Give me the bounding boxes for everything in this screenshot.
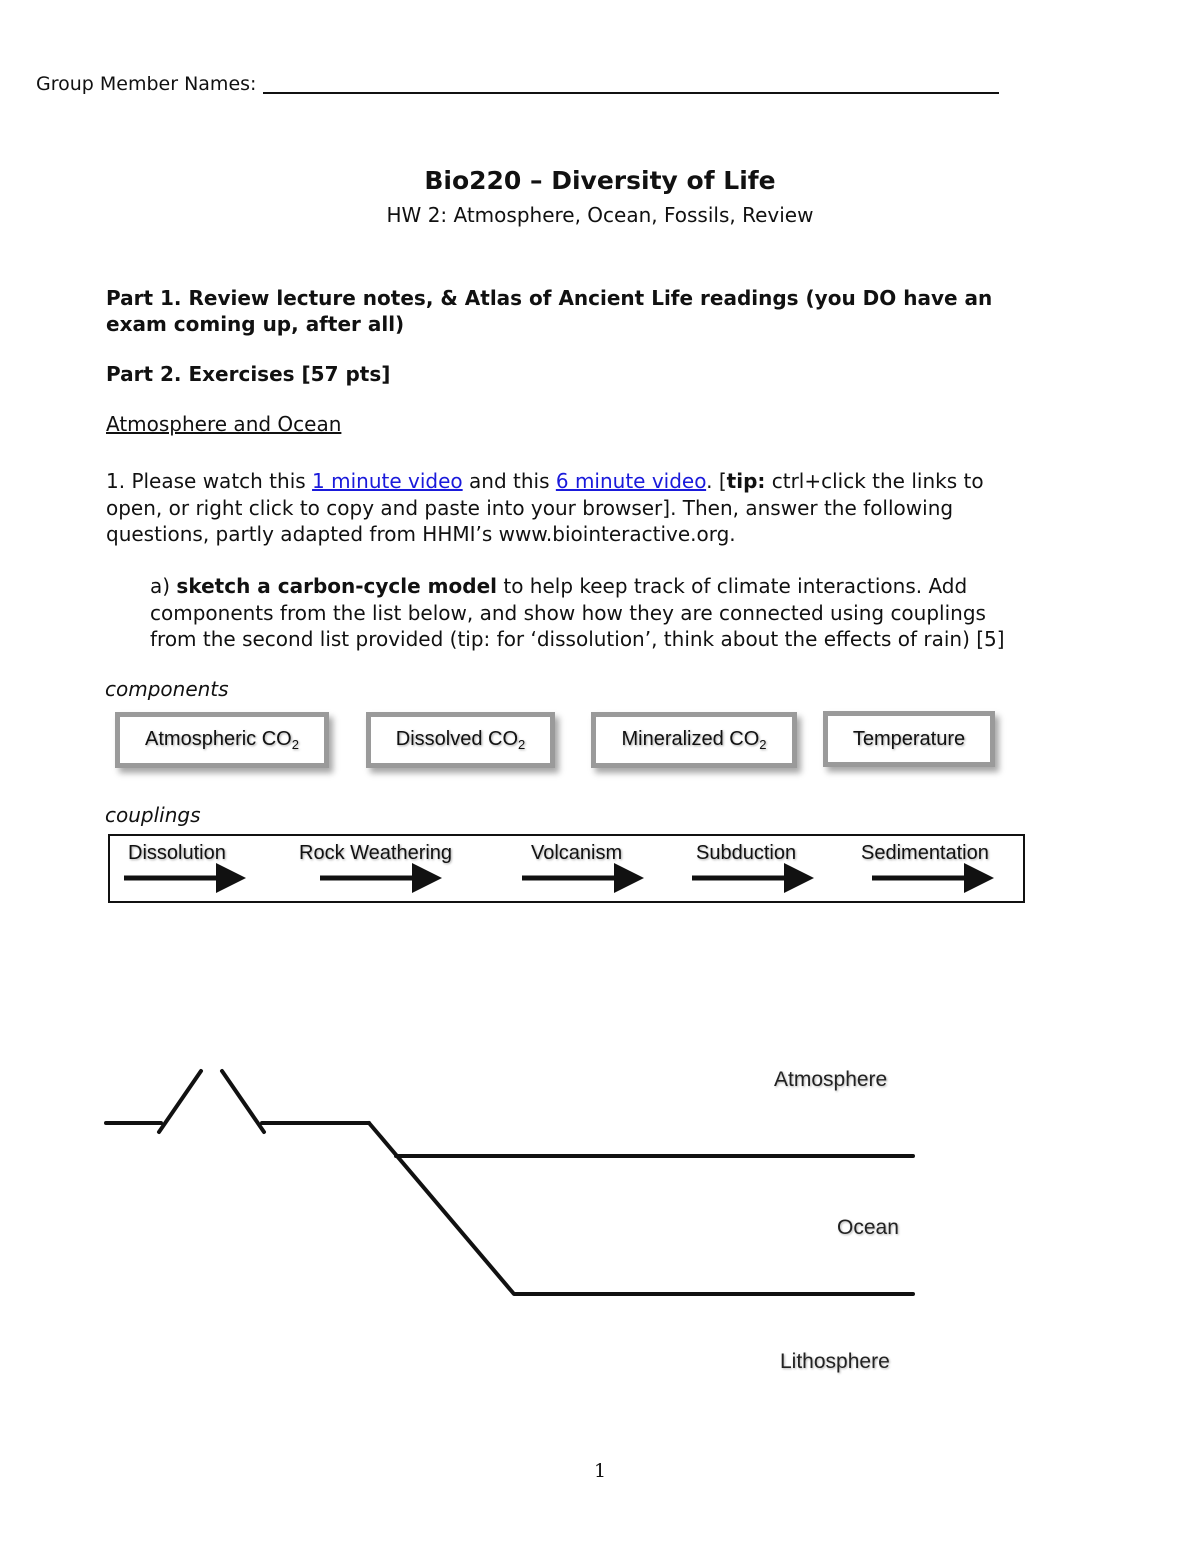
- question1-line2: open, or right click to copy and paste into your browser]. Then, answer the following: [106, 496, 954, 520]
- coupling-dissolution: Dissolution: [128, 842, 226, 864]
- zone-label-ocean: Ocean: [837, 1216, 899, 1239]
- question1a-line1: [150, 573, 967, 599]
- question1-middle: and this: [462, 469, 556, 493]
- page-title: Bio220 – Diversity of Life: [424, 166, 776, 195]
- page-subtitle: HW 2: Atmosphere, Ocean, Fossils, Review: [386, 203, 814, 227]
- tip-label: tip:: [726, 469, 766, 493]
- question1a-bold: sketch a carbon-cycle model: [176, 574, 497, 598]
- component-mineralized-co2: [591, 712, 797, 768]
- coupling-rock-weathering: Rock Weathering: [299, 842, 453, 864]
- component-dissolved-co2: [366, 712, 555, 768]
- component-label: Mineralized $CO_2$: [621, 728, 767, 752]
- page-number: 1: [593, 1460, 607, 1482]
- part1-line2: exam coming up, after all): [106, 312, 405, 336]
- question1a-line3: from the second list provided (tip: for ‘dissolution’, think about the effects of rain) [5]: [150, 627, 1005, 651]
- group-member-line[interactable]: [263, 92, 999, 94]
- section-heading: Atmosphere and Ocean: [106, 412, 342, 436]
- continental-slope: [369, 1123, 913, 1294]
- volcano-left-slope: [159, 1071, 201, 1132]
- question1a-prefix: a): [150, 574, 177, 598]
- question1-line1: [106, 468, 984, 494]
- question1-after-link: . [: [706, 469, 727, 493]
- component-label: Temperature: [852, 727, 966, 750]
- group-member-label: Group Member Names:: [36, 73, 257, 95]
- part1-line1: Part 1. Review lecture notes, & Atlas of Ancient Life readings (you DO have an: [106, 286, 993, 310]
- coupling-sedimentation: Sedimentation: [861, 842, 989, 864]
- component-label: Atmospheric $CO_2$: [145, 728, 299, 752]
- question1a-line2: components from the list below, and show how they are connected using couplings: [150, 601, 986, 625]
- component-atmospheric-co2: [115, 712, 329, 768]
- question1-line3: questions, partly adapted from HHMI’s www.biointeractive.org.: [106, 522, 736, 546]
- coupling-subduction: Subduction: [696, 842, 797, 864]
- component-label: Dissolved $CO_2$: [395, 728, 526, 752]
- video-link-1-minute[interactable]: 1 minute video: [312, 469, 463, 493]
- part2-heading: Part 2. Exercises [57 pts]: [106, 362, 391, 386]
- components-label: components: [105, 677, 229, 701]
- question1-after-tip: ctrl+click the links to: [765, 469, 984, 493]
- video-link-6-minute[interactable]: 6 minute video: [555, 469, 707, 493]
- coupling-volcanism: Volcanism: [531, 842, 623, 864]
- zone-label-lithosphere: Lithosphere: [780, 1350, 890, 1373]
- question1a-rest: to help keep track of climate interactions. Add: [497, 574, 968, 598]
- earth-profile-svg: [104, 950, 924, 1395]
- volcano-right-slope: [222, 1071, 264, 1132]
- couplings-label: couplings: [105, 803, 201, 827]
- zone-label-atmosphere: Atmosphere: [774, 1068, 888, 1091]
- component-temperature: [823, 711, 995, 767]
- carbon-cycle-diagram: [104, 950, 924, 1395]
- question1-prefix: 1. Please watch this: [106, 469, 313, 493]
